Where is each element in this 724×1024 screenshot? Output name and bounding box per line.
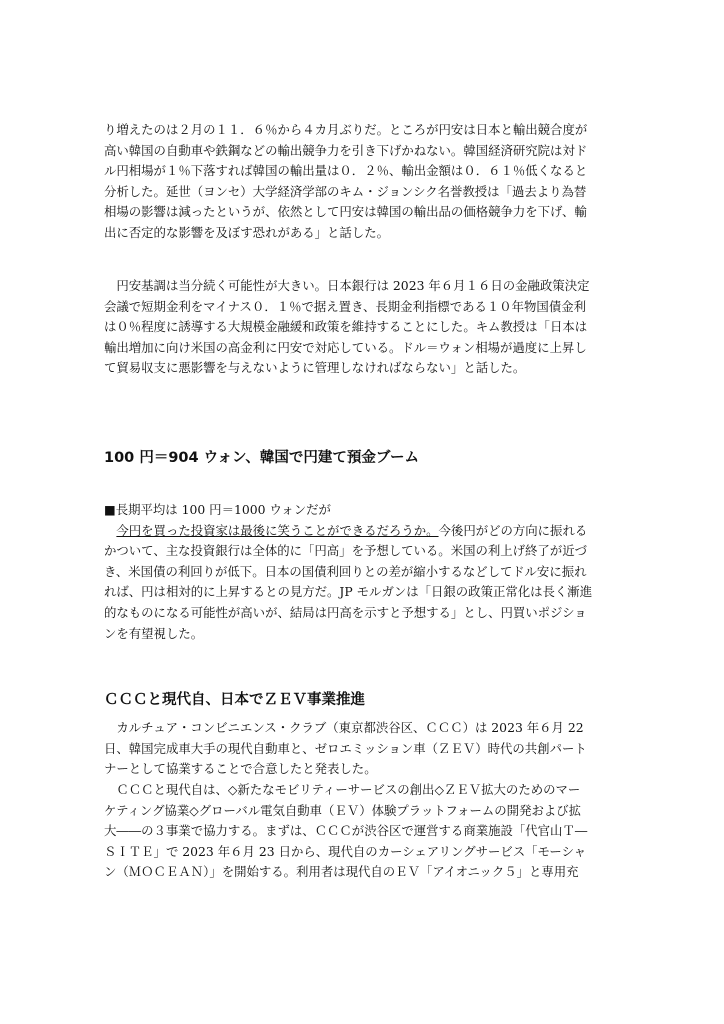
text-line: れば、円は相対的に上昇するとの見方だ。JP モルガンは「日銀の政策正常化は長く漸進 [104,584,593,600]
section-heading-yen-deposit-boom: 100 円＝904 ウォン、韓国で円建て預金ブーム [104,450,419,466]
section-heading-ccc-hyundai: ＣＣＣと現代自、日本でＺＥＶ事業推進 [104,692,365,708]
text-line: 出に否定的な影響を及ぼす恐れがある」と話した。 [104,224,389,240]
text-line: ンを有望視した。 [104,625,204,641]
underlined-text: 今円を買った投資家は最後に笑うことができるだろうか。 [116,522,439,538]
text-line: 会議で短期金利をマイナス０．１％で据え置き、長期金利指標である１０年物国債金利 [104,298,586,314]
paragraph-ccc-cooperation [104,780,624,883]
text-line: き、米国債の利回りが低下。日本の国債利回りとの差が縮小するなどしてドル安に振れ [104,563,587,579]
text-line: は０％程度に誘導する大規模金融緩和政策を維持することにした。キム教授は「日本は [104,319,588,335]
text-line: 今円を買った投資家は最後に笑うことができるだろうか。今後円がどの方向に振れる [116,522,588,538]
text-line: ＳＩＴＥ」で 2023 年６月 23 日から、現代自のカーシェアリングサービス「モーシャ [104,843,587,859]
text-line: 輸出増加に向け米国の高金利に円安で対応している。ドル＝ウォン相場が過度に上昇し [104,339,587,355]
text-line: ＣＣＣと現代自は、◇新たなモビリティーサービスの創出◇ＺＥＶ拡大のためのマー [104,782,581,797]
paragraph-weak-yen-outlook [104,276,624,379]
text-line: ル円相場が１％下落すれば韓国の輸出量は０．２％、輸出金額は０．６１％低くなると [104,163,588,179]
text-line: 日、韓国完成車大手の現代自動車と、ゼロエミッション車（ＺＥＶ）時代の共創パート [104,740,587,756]
text-line: ン（ＭＯＣＥＡＮ）」を開始する。利用者は現代自のＥＶ「アイオニック５」と専用充 [104,864,579,880]
text-line: かついて、主な投資銀行は全体的に「円高」を予想している。米国の利上げ終了が近づ [104,543,587,559]
paragraph-ccc-agreement [104,718,624,780]
text-line: り増えたのは２月の１１．６％から４カ月ぶりだ。ところが円安は日本と輸出競合度が [104,122,588,137]
subheading: ■長期平均は 100 円＝1000 ウォンだが [104,502,331,517]
text-line: 大――の３事業で協力する。まずは、ＣＣＣが渋谷区で運営する商業施設「代官山Ｔ― [104,823,588,839]
text-line: ナーとして協業することで合意したと発表した。 [104,761,377,777]
text-line: カルチュア・コンビニエンス・クラブ（東京都渋谷区、ＣＣＣ）は 2023 年６月 22 [104,720,584,735]
text-line: 分析した。延世（ヨンセ）大学経済学部のキム・ジョンシク名誉教授は「過去より為替 [104,183,587,199]
text-line: 高い韓国の自動車や鉄鋼などの輸出競争力を引き下げかねない。韓国経済研究院は対ド [104,142,588,158]
text-line: 相場の影響は減ったというが、依然として円安は韓国の輸出品の価格競争力を下げ、輸 [104,204,587,220]
text-line: 円安基調は当分続く可能性が大きい。日本銀行は 2023 年６月１６日の金融政策決定 [104,278,590,293]
text-line: て貿易収支に悪影響を与えないように管理しなければならない」と話した。 [104,360,526,376]
paragraph-long-term-average [104,500,624,644]
text-line: ケティング協業◇グローバル電気自動車（ＥＶ）体験プラットフォームの開発および拡 [104,802,582,818]
text-line: 的なものになる可能性が高いが、結局は円高を示すと予想する」とし、円買いポジショ [104,604,587,620]
paragraph-export-impact [104,120,624,244]
